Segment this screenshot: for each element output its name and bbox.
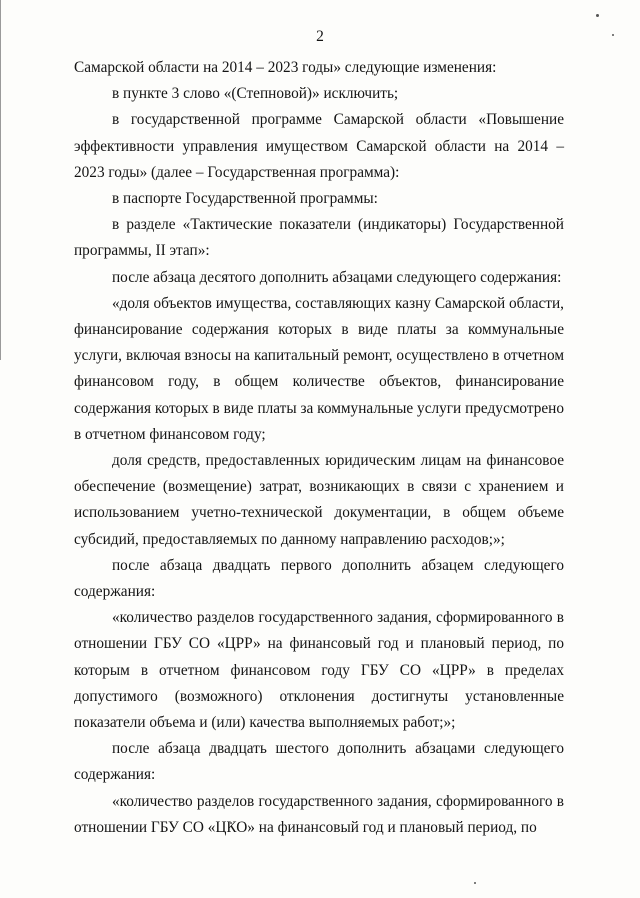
- scan-edge-line: [0, 0, 1, 360]
- paragraph: доля средств, предоставленных юридическим лицам на финансовое обеспечение (возмещение) затрат, возникающих в связи с хранением и использованием учетно-технической документации, в общем объеме субсидий, предоставляемых по данному направлению расходов;»;: [74, 452, 564, 548]
- page-number: 2: [316, 28, 324, 45]
- paragraph: «доля объектов имущества, составляющих казну Самарской области, финансирование содержания которых в виде платы за коммунальные услуги, включая взносы на капитальный ремонт, осуществлено в отчетном финансовом году, в общем количестве объектов, финансирование содержания которых в виде платы за коммунальные услуги предусмотрено в отчетном финансовом году;: [74, 294, 564, 443]
- paragraph: после абзаца десятого дополнить абзацами следующего содержания:: [112, 268, 562, 286]
- paragraph: после абзаца двадцать шестого дополнить абзацами следующего содержания:: [74, 740, 564, 784]
- paragraph: в пункте 3 слово «(Степновой)» исключить;: [112, 85, 399, 103]
- paragraph: «количество разделов государственного задания, сформированного в отношении ГБУ СО «ЦРР» на финансовый год и плановый период, по которым в отчетном финансовом году ГБУ СО «ЦРР» в пределах допустимого (возможного) отклонения достигнуты установленные показатели объема и (или) качества выполняемых работ;»;: [74, 609, 564, 732]
- paragraph: в разделе «Тактические показатели (индикаторы) Государственной программы, II этап»:: [74, 216, 564, 260]
- scan-speck: [596, 14, 599, 17]
- paragraph: после абзаца двадцать первого дополнить абзацем следующего содержания:: [74, 556, 564, 601]
- document-body: [74, 55, 564, 841]
- paragraph: Самарской области на 2014 – 2023 годы» следующие изменения:: [74, 59, 497, 76]
- paragraph: «количество разделов государственного задания, сформированного в отношении ГБУ СО «ЦКО» на финансовый год и плановый период, по: [74, 792, 564, 836]
- scan-speck: [474, 882, 476, 884]
- paragraph: в государственной программе Самарской области «Повышение эффективности управления имуществом Самарской области на 2014 – 2023 годы» (далее – Государственная программа):: [74, 111, 564, 181]
- paragraph: в паспорте Государственной программы:: [112, 190, 378, 208]
